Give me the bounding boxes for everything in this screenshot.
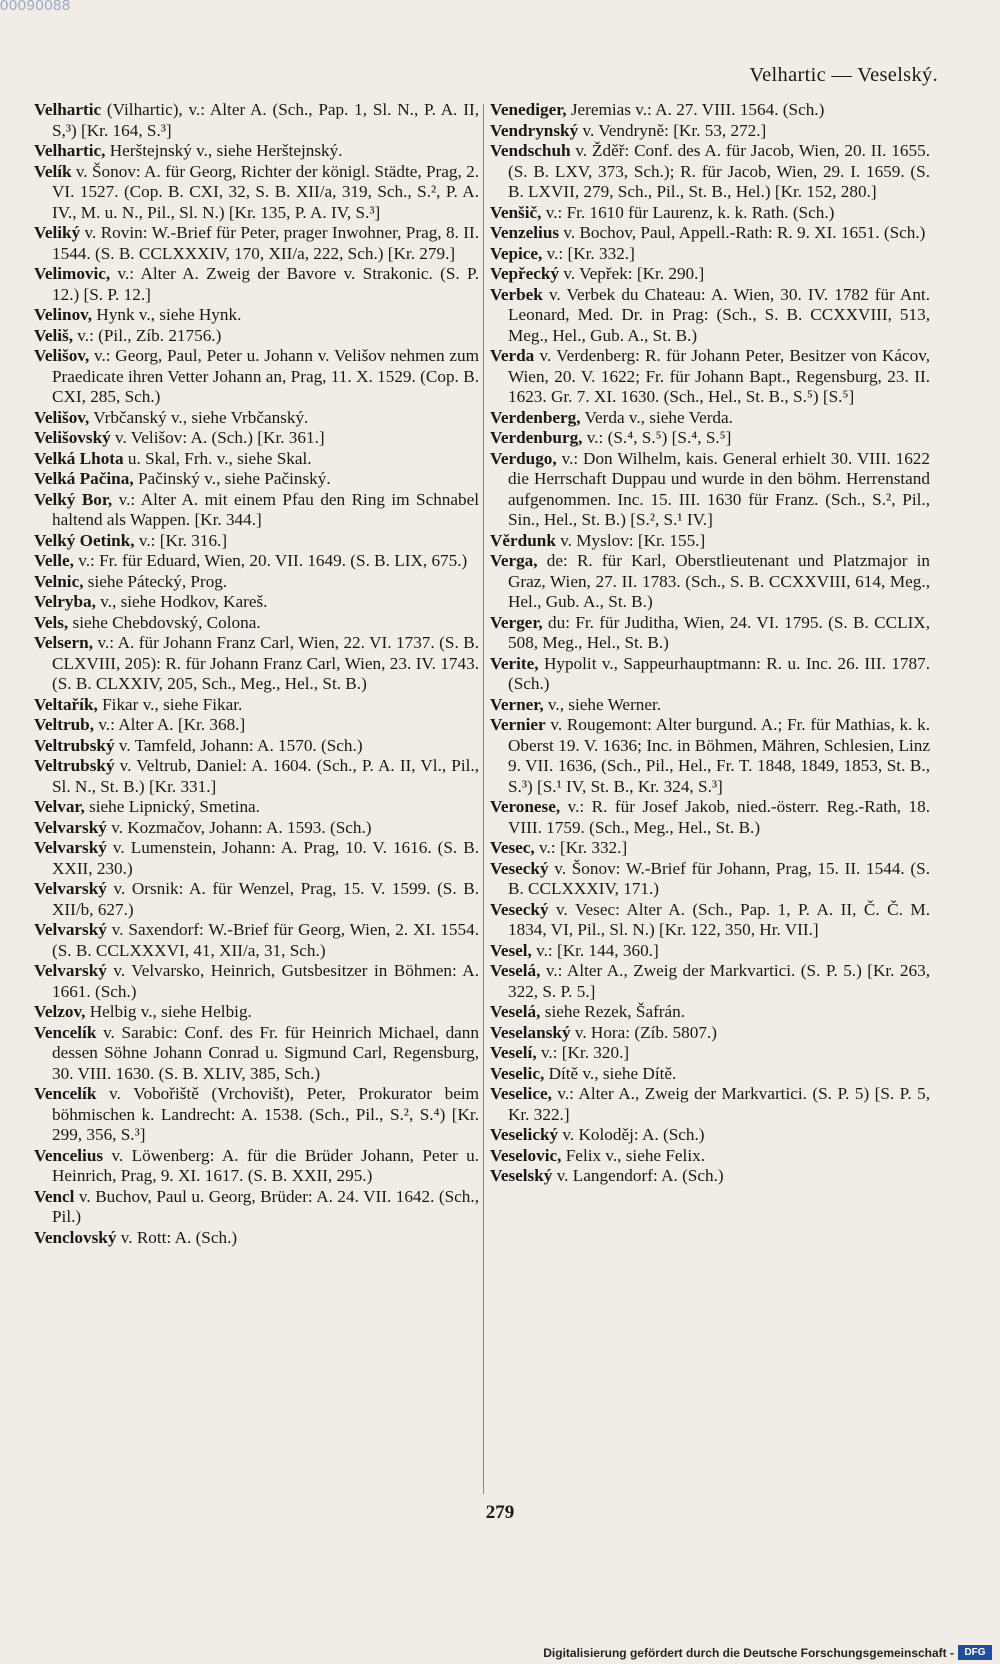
dictionary-entry	[490, 121, 930, 142]
dictionary-entry	[34, 633, 479, 695]
entry-headword: Velká Lhota	[34, 448, 124, 468]
entry-headword: Velišov,	[34, 407, 90, 427]
dictionary-entry	[34, 428, 479, 449]
entry-text: v.: Fr. für Eduard, Wien, 20. VII. 1649. (S. B. LIX, 675.)	[73, 551, 468, 570]
entry-text: v. Saxendorf: W.-Brief für Georg, Wien, 2. XI. 1554. (S. B. CCLXXXVI, 41, XII/a, 31, Sch.)	[52, 920, 479, 960]
entry-text: v. Tamfeld, Johann: A. 1570. (Sch.)	[114, 735, 363, 755]
dictionary-entry	[34, 879, 479, 920]
dictionary-entry	[34, 531, 479, 552]
dictionary-entry	[34, 818, 479, 839]
entry-headword: Veltařík,	[34, 694, 98, 714]
dictionary-entry	[34, 1023, 479, 1085]
dictionary-entry	[490, 346, 930, 408]
dictionary-entry	[490, 449, 930, 531]
dictionary-entry	[490, 223, 930, 244]
entry-text: v., siehe Hodkov, Kareš.	[95, 592, 268, 611]
entry-text: Verda v., siehe Verda.	[580, 407, 733, 427]
dictionary-entry	[490, 285, 930, 347]
dictionary-entry	[34, 141, 479, 162]
dictionary-entry	[34, 1146, 479, 1187]
entry-text: v. Verbek du Chateau: A. Wien, 30. IV. 1782 für Ant. Leonard, Med. Dr. in Prag: (Sch., S. B. CCXXVIII, 513, Meg., Hel., Gub. A., St. B.)	[508, 284, 930, 345]
entry-headword: Veronese,	[490, 797, 561, 816]
page-number: 279	[485, 1502, 515, 1523]
dictionary-entry	[490, 264, 930, 285]
entry-headword: Veselský	[490, 1166, 553, 1185]
entry-headword: Velvarský	[34, 920, 107, 939]
entry-headword: Vepice,	[490, 243, 543, 263]
entry-headword: Věrdunk	[490, 530, 556, 550]
dictionary-entry	[490, 1002, 930, 1023]
entry-text: v.: [Kr. 316.]	[134, 530, 228, 550]
entry-headword: Veselá,	[490, 1002, 541, 1021]
entry-text: v. Myslov: [Kr. 155.]	[555, 530, 706, 550]
dictionary-entry	[490, 1166, 930, 1187]
entry-headword: Veselovic,	[490, 1145, 562, 1165]
column-divider	[483, 104, 484, 1494]
entry-headword: Veselice,	[490, 1084, 552, 1103]
entry-text: v. Rovin: W.-Brief für Peter, prager Inwohner, Prag, 8. II. 1544. (S. B. CCLXXXIV, 170, XII/a, 222, Sch.) [Kr. 279.]	[52, 223, 479, 263]
entry-headword: Verner,	[490, 694, 544, 714]
entry-text: v. Veltrub, Daniel: A. 1604. (Sch., P. A. II, Vl., Pil., Sl. N., St. B.) [Kr. 331.]	[52, 756, 479, 796]
entry-headword: Vencelík	[34, 1022, 97, 1042]
entry-headword: Velzov,	[34, 1002, 86, 1021]
entry-text: v. Bochov, Paul, Appell.-Rath: R. 9. XI. 1651. (Sch.)	[559, 223, 926, 242]
entry-text: v. Verdenberg: R. für Johann Peter, Besitzer von Kácov, Wien, 20. V. 1622; Fr. für Johann Bapt., Regensburg, 23. II. 1623. Gr. 7. XI. 1630. (Sch., Hel., St. B., S.⁵) [S.⁵]	[508, 346, 930, 406]
entry-headword: Veselá,	[490, 961, 541, 980]
entry-text: v. Rott: A. (Sch.)	[116, 1227, 238, 1247]
entry-headword: Velká Pačina,	[34, 469, 134, 488]
entry-text: Herštejnský v., siehe Herštejnský.	[105, 141, 343, 160]
entry-text: v.: Alter A. mit einem Pfau den Ring im Schnabel haltend als Wappen. [Kr. 344.]	[52, 489, 480, 529]
entry-text: v.: (S.⁴, S.⁵) [S.⁴, S.⁵]	[582, 428, 732, 447]
dictionary-entry	[490, 1146, 930, 1167]
entry-text: Felix v., siehe Felix.	[561, 1145, 705, 1165]
entry-headword: Verite,	[490, 653, 539, 673]
entry-headword: Venzelius	[490, 223, 560, 242]
dictionary-entry	[34, 592, 479, 613]
entry-headword: Venšič,	[490, 202, 542, 222]
dictionary-entry	[490, 941, 930, 962]
entry-headword: Velle,	[34, 551, 74, 570]
entry-text: v. Kozmačov, Johann: A. 1593. (Sch.)	[106, 817, 372, 837]
dictionary-entry	[490, 715, 930, 797]
dictionary-entry	[34, 264, 479, 305]
dictionary-entry	[490, 551, 930, 613]
entry-headword: Venclovský	[34, 1227, 117, 1247]
dictionary-entry	[34, 162, 479, 224]
entry-headword: Vesel,	[490, 940, 532, 960]
entry-text: Jeremias v.: A. 27. VIII. 1564. (Sch.)	[566, 100, 825, 119]
entry-headword: Vendrynský	[490, 120, 579, 140]
entry-text: v. Vendryně: [Kr. 53, 272.]	[578, 120, 767, 140]
entry-text: v. Langendorf: A. (Sch.)	[552, 1166, 724, 1185]
dictionary-entry	[34, 1084, 479, 1146]
dictionary-entry	[34, 1002, 479, 1023]
entry-headword: Verdenberg,	[490, 407, 581, 427]
entry-headword: Vencelík	[34, 1084, 97, 1103]
dictionary-entry	[490, 900, 930, 941]
dictionary-entry	[34, 551, 479, 572]
entry-headword: Vencelius	[34, 1145, 104, 1165]
entry-text: v. Vepřek: [Kr. 290.]	[559, 264, 705, 283]
entry-headword: Velsern,	[34, 633, 94, 652]
entry-text: v.: Alter A. [Kr. 368.]	[94, 715, 246, 734]
entry-text: v. Vobořiště (Vrchovišt), Peter, Prokurator beim böhmischen k. Landrecht: A. 1538. (Sch., Pil., S.², S.⁴) [Kr. 299, 356, S.³]	[52, 1084, 479, 1144]
entry-headword: Velryba,	[34, 592, 96, 611]
entry-text: v. Orsnik: A. für Wenzel, Prag, 15. V. 1599. (S. B. XII/b, 627.)	[52, 879, 479, 919]
entry-headword: Verbek	[490, 284, 543, 304]
entry-headword: Veltrub,	[34, 715, 95, 734]
entry-headword: Velík	[34, 161, 72, 181]
entry-headword: Velvarský	[34, 961, 107, 980]
entry-text: v. Löwenberg: A. für die Brüder Johann, Peter u. Heinrich, Prag, 9. XI. 1617. (S. B. XXII, 295.)	[52, 1145, 479, 1185]
entry-text: v. Hora: (Zíb. 5807.)	[570, 1022, 717, 1042]
dictionary-entry	[490, 838, 930, 859]
dictionary-entry	[34, 572, 479, 593]
entry-text: v. Velišov: A. (Sch.) [Kr. 361.]	[110, 428, 325, 447]
entry-headword: Velvarský	[34, 838, 107, 857]
entry-text: de: R. für Karl, Oberstlieutenant und Platzmajor in Graz, Wien, 27. II. 1783. (Sch., S. B. CCXXVIII, 614, Meg., Hel., Gub. A., St. B.)	[508, 551, 930, 611]
dictionary-entry	[34, 100, 479, 141]
entry-text: (Vilhartic), v.: Alter A. (Sch., Pap. 1, Sl. N., P. A. II, S,³) [Kr. 164, S.³]	[52, 100, 479, 140]
entry-headword: Veltrubský	[34, 756, 115, 775]
dictionary-entry	[34, 346, 479, 408]
entry-headword: Velvarský	[34, 817, 107, 837]
entry-text: v. Buchov, Paul u. Georg, Brüder: A. 24. VII. 1642. (Sch., Pil.)	[52, 1186, 479, 1226]
entry-text: v. Rougemont: Alter burgund. A.; Fr. für Mathias, k. k. Oberst 19. V. 1636; Inc. in Böhmen, Mähren, Schlesien, Linz 9. VII. 1636, (Sch., Pil., Hel., Fr. T. 1848, 1849, 1853, St. B., S.³) [S.¹ IV, St. B., Kr. 324, S.³]	[508, 715, 930, 796]
entry-text: v.: Georg, Paul, Peter u. Johann v. Velišov nehmen zum Praedicate ihren Vetter Johann an, Prag, 11. X. 1529. (Cop. B. CXI, 285, Sch.)	[52, 346, 479, 406]
entry-headword: Velišovský	[34, 428, 111, 447]
entry-headword: Veltrubský	[34, 735, 115, 755]
entry-text: v., siehe Werner.	[543, 694, 662, 714]
dictionary-entry	[34, 838, 479, 879]
entry-text: v. Žděř: Conf. des A. für Jacob, Wien, 20. II. 1655. (S. B. LXV, 373, Sch.); R. für Jacob, Wien, 29. I. 1659. (S. B. LXVII, 279, Sch., Pil., St. B., Hel.) [Kr. 152, 280.]	[508, 141, 930, 201]
entry-text: Vrbčanský v., siehe Vrbčanský.	[89, 407, 309, 427]
entry-headword: Verga,	[490, 551, 538, 570]
dictionary-entry	[490, 100, 930, 121]
entry-headword: Verger,	[490, 612, 543, 632]
entry-headword: Veselí,	[490, 1043, 537, 1062]
entry-text: v.: [Kr. 332.]	[534, 838, 628, 857]
dictionary-entry	[490, 1064, 930, 1085]
dictionary-entry	[34, 613, 479, 634]
right-column	[490, 100, 930, 1187]
entry-text: v. Koloděj: A. (Sch.)	[558, 1125, 705, 1144]
entry-text: Helbig v., siehe Helbig.	[85, 1002, 252, 1021]
dictionary-entry	[34, 223, 479, 264]
entry-text: v.: A. für Johann Franz Carl, Wien, 22. VI. 1737. (S. B. CLXVIII, 205): R. für Johann Franz Carl, Wien, 23. IV. 1743. (S. B. CLXXIV, 205, Sch., Meg., Hel., St. B.)	[52, 633, 479, 693]
dictionary-entry	[490, 859, 930, 900]
entry-text: siehe Rezek, Šafrán.	[540, 1002, 686, 1021]
dictionary-entry	[34, 695, 479, 716]
entry-headword: Velnic,	[34, 571, 84, 591]
entry-headword: Vepřecký	[490, 264, 560, 283]
dictionary-entry	[490, 654, 930, 695]
dictionary-entry	[490, 695, 930, 716]
dictionary-entry	[490, 408, 930, 429]
entry-text: v.: Alter A., Zweig der Markvartici. (S. P. 5.) [Kr. 263, 322, S. P. 5.]	[508, 961, 930, 1001]
entry-text: v.: Don Wilhelm, kais. General erhielt 30. VIII. 1622 die Herrschaft Duppau und wurde in den böhm. Herrenstand aufgenommen. Inc. 15. III. 1630 für Franz. (Sch., S.², Pil., Sin., Hel., St. B.) [S.², S.¹ IV.]	[508, 448, 930, 529]
entry-headword: Velhartic	[34, 100, 102, 119]
entry-headword: Vesecký	[490, 858, 549, 878]
entry-headword: Vendschuh	[490, 141, 571, 160]
entry-text: Fikar v., siehe Fikar.	[97, 694, 243, 714]
entry-text: v. Sarabic: Conf. des Fr. für Heinrich Michael, dann dessen Söhne Johann Conrad u. Sigmund Carl, Regensburg, 30. VIII. 1630. (S. B. XLIV, 385, Sch.)	[52, 1022, 479, 1083]
entry-headword: Velinov,	[34, 305, 93, 324]
dictionary-entry	[34, 326, 479, 347]
entry-text: v. Vesec: Alter A. (Sch., Pap. 1, P. A. II, Č. Č. M. 1834, VI, Pil., Sl. N.) [Kr. 122, 350, Hr. VII.]	[508, 899, 930, 939]
scan-stamp: 00090088	[0, 0, 71, 14]
entry-text: v. Velvarsko, Heinrich, Gutsbesitzer in Böhmen: A. 1661. (Sch.)	[52, 961, 479, 1001]
entry-headword: Venediger,	[490, 100, 567, 119]
entry-headword: Verdenburg,	[490, 428, 583, 447]
entry-headword: Vels,	[34, 612, 69, 632]
running-head: Velhartic — Veselský.	[749, 64, 938, 86]
entry-headword: Veliš,	[34, 325, 73, 345]
dictionary-entry	[490, 1043, 930, 1064]
entry-headword: Vencl	[34, 1186, 75, 1206]
entry-text: v.: [Kr. 332.]	[542, 243, 635, 263]
entry-text: siehe Pátecký, Prog.	[83, 571, 228, 591]
entry-text: v. Šonov: W.-Brief für Johann, Prag, 15. II. 1544. (S. B. CCLXXXIV, 171.)	[508, 858, 930, 898]
dictionary-entry	[490, 141, 930, 203]
dictionary-entry	[34, 408, 479, 429]
dfg-logo: DFG	[958, 1645, 992, 1660]
entry-headword: Velvar,	[34, 797, 85, 816]
dictionary-entry	[34, 961, 479, 1002]
dictionary-entry	[490, 1084, 930, 1125]
dictionary-entry	[34, 756, 479, 797]
dictionary-entry	[34, 490, 479, 531]
entry-headword: Velišov,	[34, 346, 90, 365]
dictionary-entry	[490, 1125, 930, 1146]
entry-headword: Verda	[490, 346, 535, 365]
entry-text: du: Fr. für Juditha, Wien, 24. VI. 1795. (S. B. CCLIX, 508, Meg., Hel., St. B.)	[508, 612, 930, 652]
left-column	[34, 100, 479, 1248]
entry-headword: Velký Bor,	[34, 489, 113, 509]
dictionary-entry	[34, 449, 479, 470]
entry-text: Pačinský v., siehe Pačinský.	[133, 469, 331, 488]
dictionary-entry	[490, 244, 930, 265]
entry-headword: Veselanský	[490, 1022, 571, 1042]
entry-text: v.: [Kr. 144, 360.]	[531, 940, 659, 960]
dictionary-entry	[34, 797, 479, 818]
entry-text: u. Skal, Frh. v., siehe Skal.	[123, 448, 312, 468]
entry-headword: Velký Oetink,	[34, 530, 135, 550]
footer-credit: Digitalisierung gefördert durch die Deutsche Forschungsgemeinschaft -	[543, 1646, 954, 1660]
entry-headword: Veselic,	[490, 1063, 545, 1083]
entry-text: v. Šonov: A. für Georg, Richter der königl. Städte, Prag, 2. VI. 1527. (Cop. B. CXI, 32, S. B. XII/a, 319, Sch., S.², P. A. IV., M. u. N., Pil., Sl. N.) [Kr. 135, P. A. IV, S.³]	[52, 161, 479, 222]
dictionary-entry	[490, 961, 930, 1002]
entry-headword: Veliký	[34, 223, 81, 242]
dictionary-entry	[490, 1023, 930, 1044]
entry-text: v.: Alter A. Zweig der Bavore v. Strakonic. (S. P. 12.) [S. P. 12.]	[52, 264, 479, 304]
entry-headword: Vesec,	[490, 838, 535, 857]
dictionary-entry	[490, 203, 930, 224]
entry-headword: Velimovic,	[34, 264, 111, 283]
dictionary-entry	[490, 428, 930, 449]
entry-text: v.: R. für Josef Jakob, nied.-österr. Reg.-Rath, 18. VIII. 1759. (Sch., Meg., Hel., St. B.)	[508, 797, 930, 837]
entry-text: siehe Lipnický, Smetina.	[84, 797, 260, 816]
entry-text: v.: [Kr. 320.]	[536, 1043, 630, 1062]
dictionary-entry	[34, 736, 479, 757]
dictionary-entry	[490, 531, 930, 552]
dictionary-entry	[490, 613, 930, 654]
entry-headword: Vernier	[490, 715, 546, 734]
entry-headword: Velvarský	[34, 879, 107, 898]
entry-text: Hypolit v., Sappeurhauptmann: R. u. Inc. 26. III. 1787. (Sch.)	[508, 653, 930, 693]
dictionary-entry	[34, 1187, 479, 1228]
entry-text: v.: Alter A., Zweig der Markvartici. (S. P. 5) [S. P. 5, Kr. 322.]	[508, 1084, 930, 1124]
dictionary-entry	[490, 797, 930, 838]
dictionary-entry	[34, 715, 479, 736]
dictionary-entry	[34, 469, 479, 490]
dictionary-entry	[34, 305, 479, 326]
entry-headword: Vesecký	[490, 899, 549, 919]
entry-text: Dítě v., siehe Dítě.	[544, 1063, 677, 1083]
entry-text: v. Lumenstein, Johann: A. Prag, 10. V. 1616. (S. B. XXII, 230.)	[52, 838, 479, 878]
entry-text: Hynk v., siehe Hynk.	[92, 305, 242, 324]
entry-text: siehe Chebdovský, Colona.	[68, 612, 261, 632]
entry-text: v.: Fr. 1610 für Laurenz, k. k. Rath. (Sch.)	[541, 202, 835, 222]
entry-headword: Veselický	[490, 1125, 559, 1144]
entry-headword: Verdugo,	[490, 448, 557, 468]
dictionary-entry	[34, 920, 479, 961]
dictionary-entry	[34, 1228, 479, 1249]
entry-text: v.: (Pil., Zíb. 21756.)	[73, 325, 222, 345]
entry-headword: Velhartic,	[34, 141, 106, 160]
